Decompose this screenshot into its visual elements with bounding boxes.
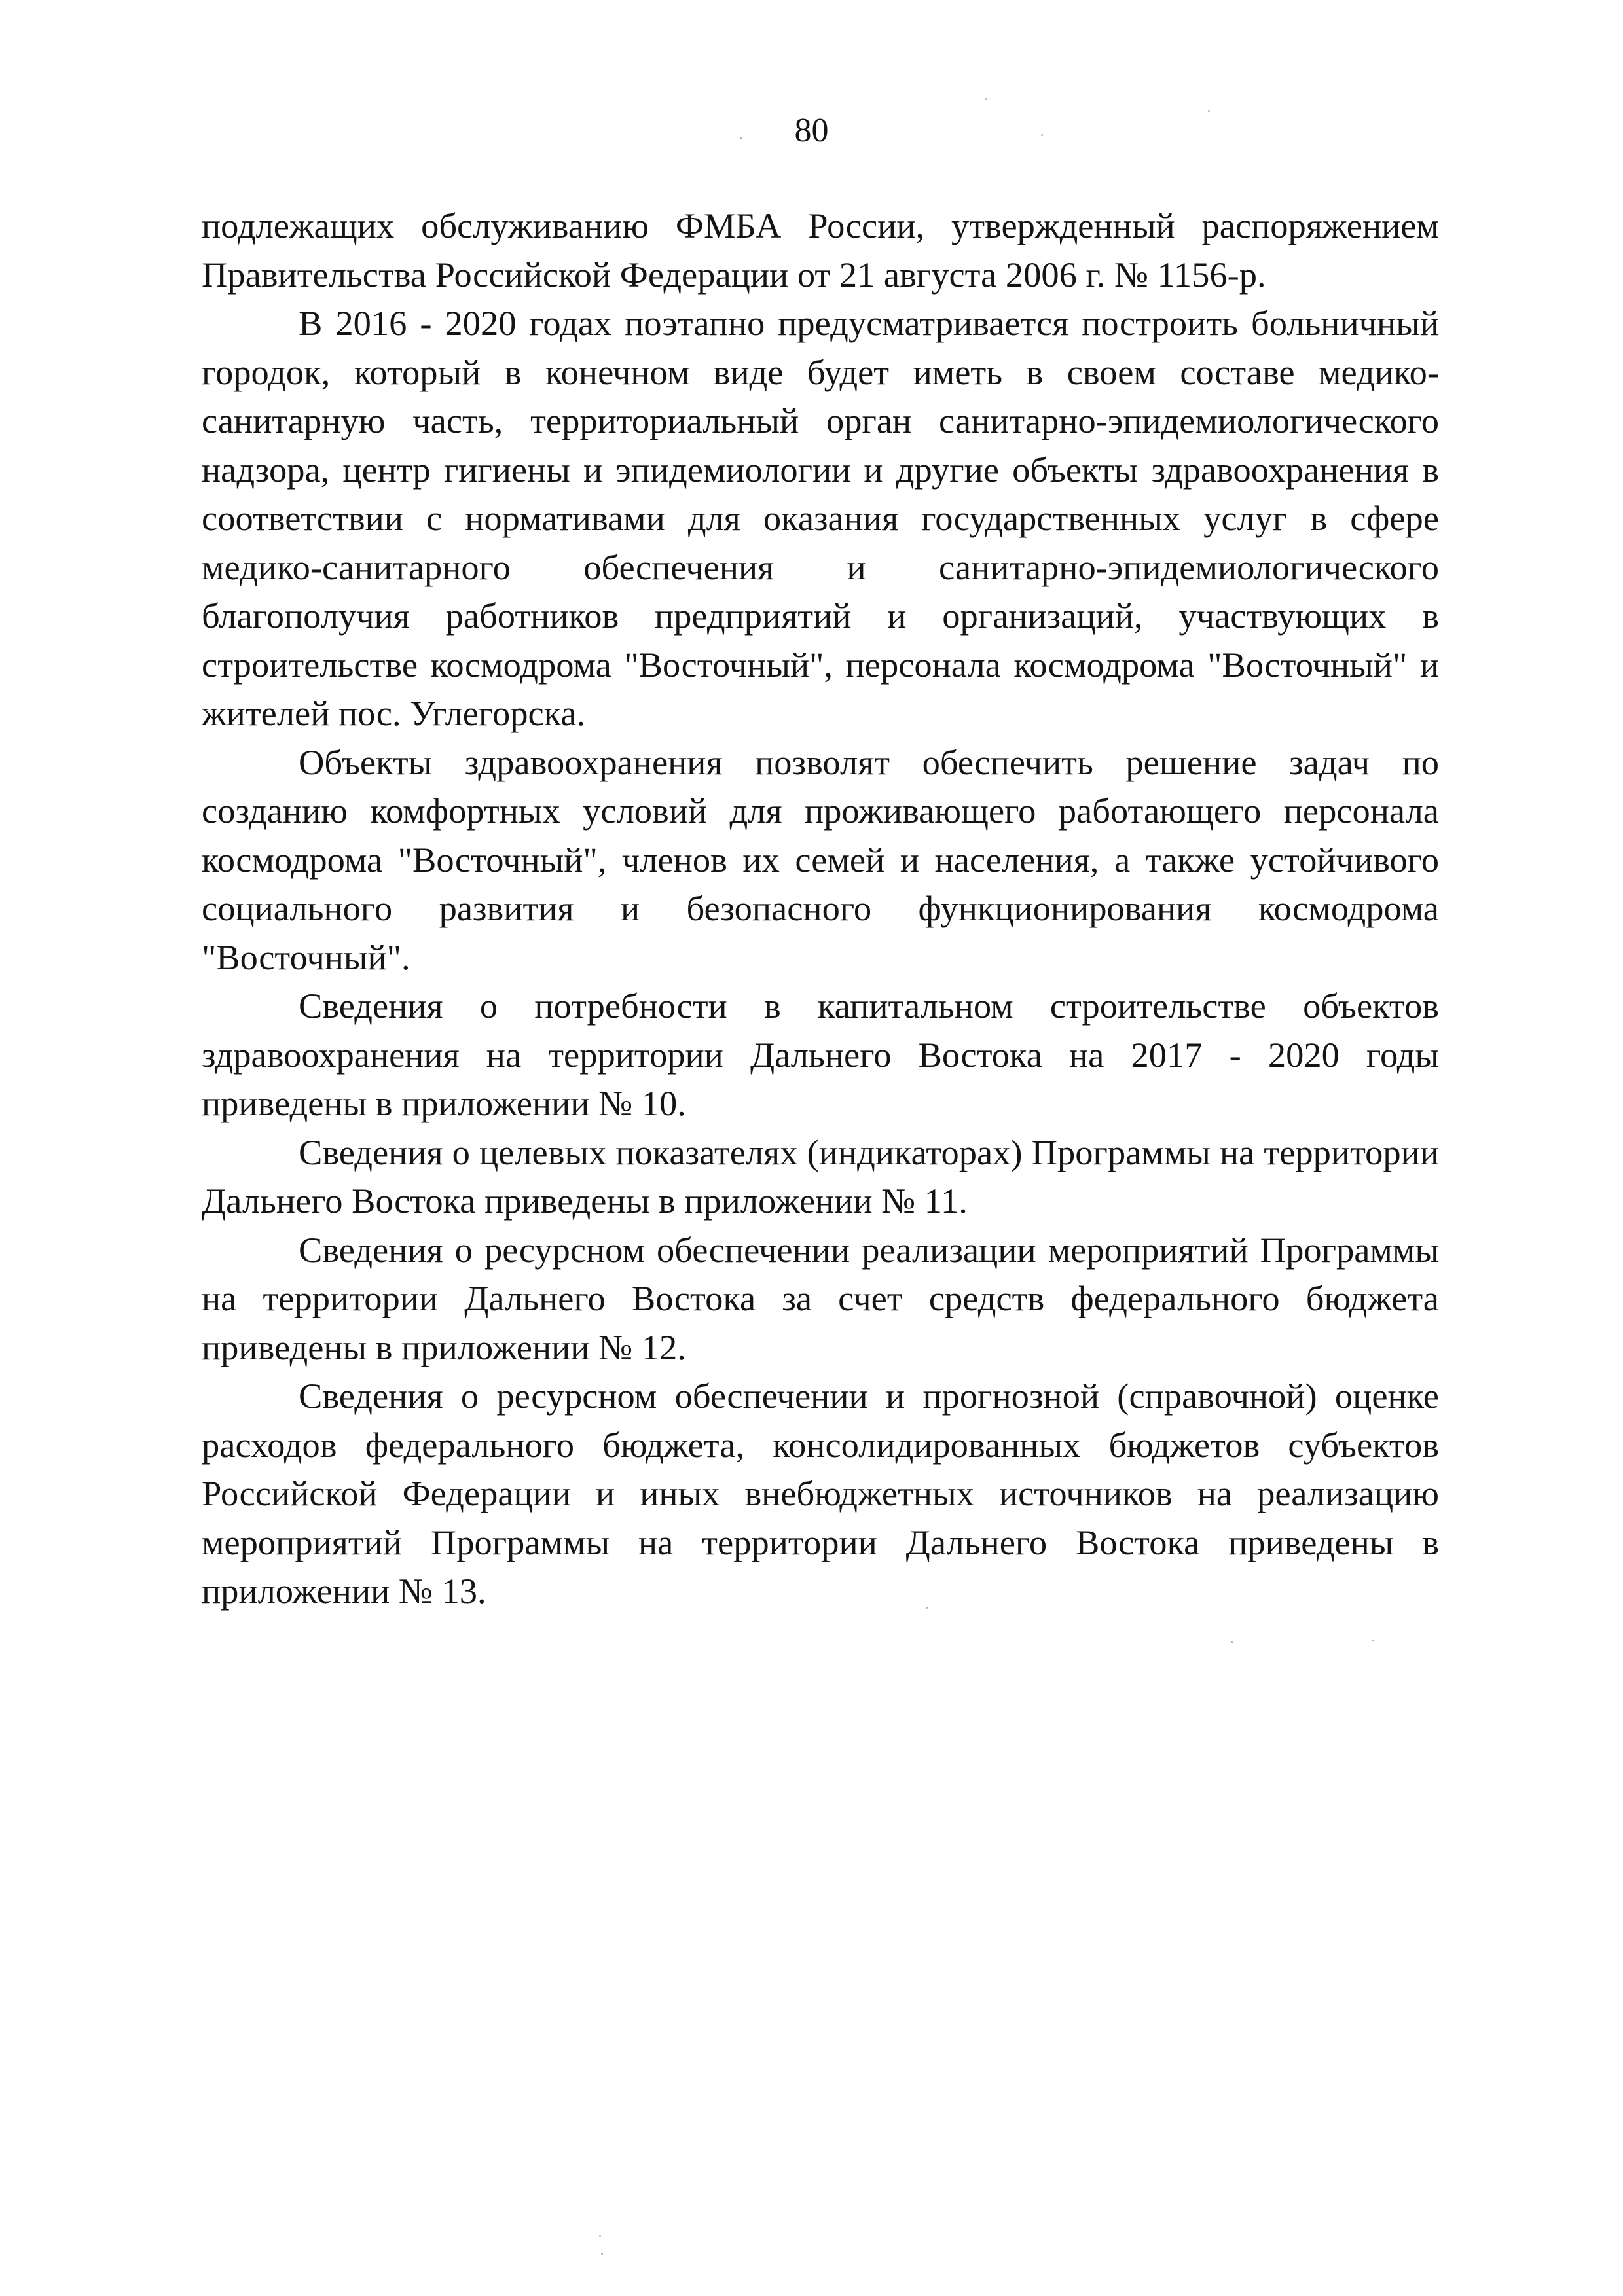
scan-speck	[1208, 110, 1210, 112]
paragraph-2: В 2016 - 2020 годах поэтапно предусматривается построить больничный городок, который в конечном виде будет иметь в своем составе медико-санитарную часть, территориальный орган санитарно-эпидемиологического надзора, центр гигиены и эпидемиологии и другие объекты здравоохранения в соответствии с нормативами для оказания государственных услуг в сфере медико-санитарного обеспечения и санитарно-эпидемиологического благополучия работников предприятий и организаций, участвующих в строительстве космодрома "Восточный", персонала космодрома "Восточный" и жителей пос. Углегорска.	[202, 303, 1439, 733]
paragraph-5: Сведения о целевых показателях (индикаторах) Программы на территории Дальнего Востока приведены в приложении № 11.	[202, 1132, 1439, 1221]
scan-speck	[740, 137, 742, 139]
scan-speck	[985, 98, 987, 100]
scan-speck	[1372, 1640, 1374, 1641]
paragraph-7: Сведения о ресурсном обеспечении и прогнозной (справочной) оценке расходов федерального бюджета, консолидированных бюджетов субъектов Российской Федерации и иных внебюджетных источников на реализацию мероприятий Программы на территории Дальнего Востока приведены в приложении № 13.	[202, 1376, 1439, 1611]
scan-speck	[1231, 1641, 1233, 1643]
paragraph-6: Сведения о ресурсном обеспечении реализации мероприятий Программы на территории Дальнего Востока за счет средств федерального бюджета приведены в приложении № 12.	[202, 1229, 1439, 1367]
paragraph-4: Сведения о потребности в капитальном строительстве объектов здравоохранения на территории Дальнего Востока на 2017 - 2020 годы приведены в приложении № 10.	[202, 986, 1439, 1123]
scan-speck	[926, 1607, 928, 1609]
document-body	[202, 202, 1439, 1616]
scan-speck	[599, 2235, 601, 2237]
scan-speck	[1041, 134, 1043, 136]
paragraph-1: подлежащих обслуживанию ФМБА России, утвержденный распоряжением Правительства Российской Федерации от 21 августа 2006 г. № 1156-р.	[202, 206, 1439, 295]
page-number: 80	[794, 112, 829, 149]
scan-speck	[601, 2253, 603, 2255]
paragraph-3: Объекты здравоохранения позволят обеспечить решение задач по созданию комфортных условий для проживающего работающего персонала космодрома "Восточный", членов их семей и населения, а также устойчивого социального развития и безопасного функционирования космодрома "Восточный".	[202, 742, 1439, 977]
